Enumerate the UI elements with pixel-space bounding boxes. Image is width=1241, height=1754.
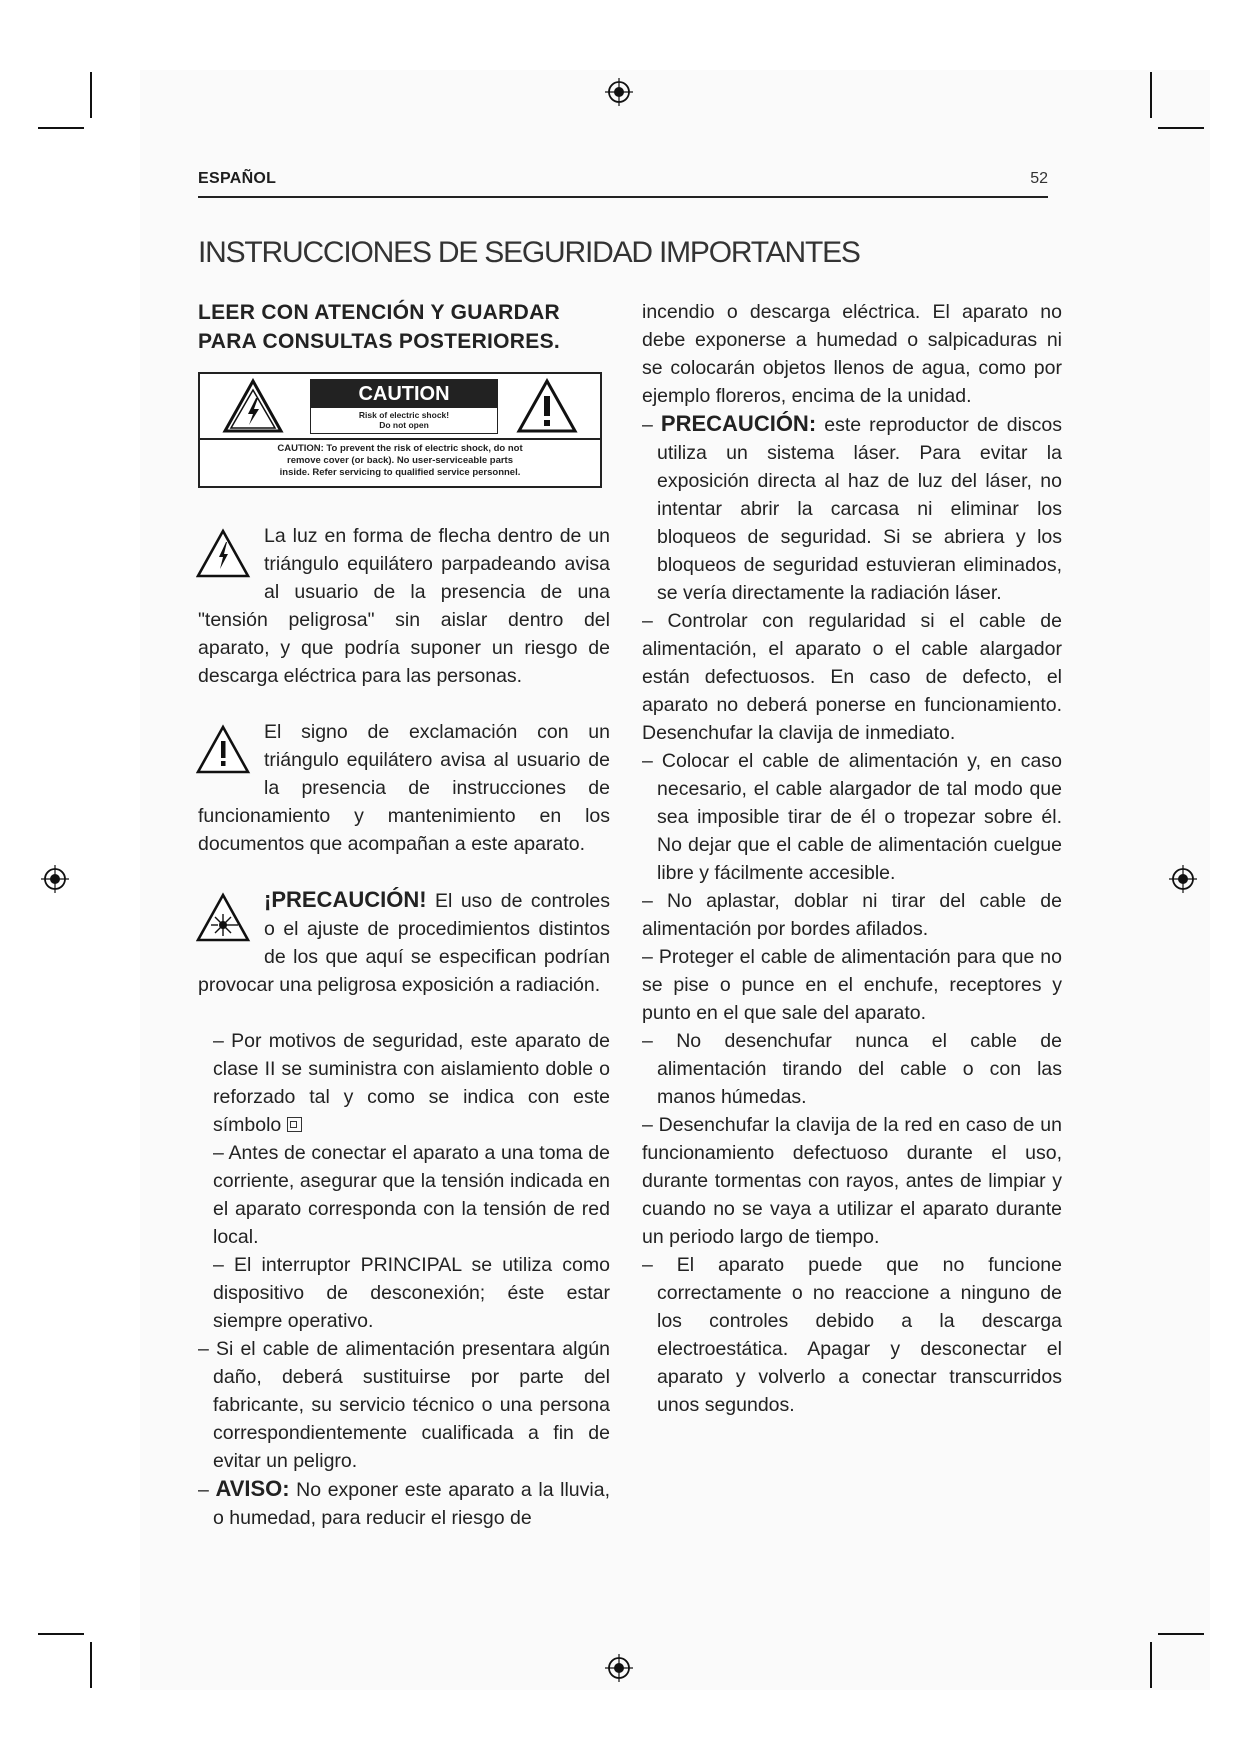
caution-bottom-line-2: remove cover (or back). No user-serviceable parts (287, 455, 513, 466)
bullet-damaged-cable (198, 1335, 610, 1475)
bullet-text: – Controlar con regularidad si el cable de alimentación, el aparato o el cable alargador están defectuosos. En caso de defecto, el aparato no deberá ponerse en funcionamiento. Desenchufar la clavija de inmediato. (642, 610, 1062, 744)
subheading-line-1: LEER CON ATENCIÓN Y GUARDAR (198, 301, 561, 324)
subheading-line-2: PARA CONSULTAS POSTERIORES. (198, 330, 561, 353)
caution-bottom-line-3: inside. Refer servicing to qualified service personnel. (279, 467, 521, 478)
bullet-esd (642, 1251, 1062, 1419)
bullet-text: – Si el cable de alimentación presentara algún daño, deberá sustituirse por parte del fabricante, su servicio técnico o una persona correspondientemente cualificada a fin de evitar un peligro. (198, 1338, 610, 1472)
left-column (198, 298, 610, 1532)
exclamation-text: El signo de exclamación con un triángulo equilátero avisa al usuario de la presencia de instrucciones de funcionamiento y mantenimiento en los documentos que acompañan a este aparato. (198, 721, 610, 855)
lightning-explanation (198, 522, 610, 690)
bullet-class-ii (198, 1027, 610, 1139)
subheading (198, 298, 610, 356)
crop-mark (1158, 127, 1204, 129)
lightning-warning-icon (222, 378, 284, 434)
caution-sub-line-2: Do not open (379, 420, 429, 430)
continuation-text: incendio o descarga eléctrica. El aparato no debe exponerse a humedad o salpicaduras ni se colocarán objetos llenos de agua, como por ejemplo floreros, encima de la unidad. (642, 301, 1062, 407)
bullet-text: – Proteger el cable de alimentación para que no se pise o punce en el enchufe, receptores y punto en el que sale del aparato. (642, 946, 1062, 1024)
laser-caution (198, 886, 610, 999)
exclamation-triangle-icon (196, 724, 258, 776)
exclamation-explanation (198, 718, 610, 858)
bullet-voltage (198, 1139, 610, 1251)
lightning-triangle-icon (196, 528, 258, 580)
bullet-dash: – (198, 1479, 216, 1501)
bullet-text: – No aplastar, doblar ni tirar del cable de alimentación por bordes afilados. (642, 890, 1062, 940)
registration-mark-icon (604, 77, 634, 107)
caution-bottom-line-1: CAUTION: To prevent the risk of electric shock, do not (277, 443, 523, 454)
laser-radiation-icon (196, 892, 258, 944)
right-continuation (642, 298, 1062, 410)
crop-mark (1158, 1633, 1204, 1635)
bullet-unplug (642, 1111, 1062, 1251)
caution-label (198, 372, 602, 488)
caution-subtitle (311, 410, 497, 430)
bullet-text: – El interruptor PRINCIPAL se utiliza como dispositivo de desconexión; éste estar siempre operativo. (213, 1254, 610, 1332)
double-insulation-icon (287, 1117, 302, 1132)
bullet-text: – Por motivos de seguridad, este aparato de clase II se suministra con aislamiento doble o reforzado tal y como se indica con este símbolo (213, 1030, 610, 1136)
registration-mark-icon (1168, 864, 1198, 894)
caution-divider (200, 438, 600, 440)
crop-mark (38, 127, 84, 129)
bullet-text: – Antes de conectar el aparato a una toma de corriente, asegurar que la tensión indicada en el aparato corresponda con la tensión de red local. (213, 1142, 610, 1248)
bullet-text: – Desenchufar la clavija de la red en caso de un funcionamiento defectuoso durante el uso, durante tormentas con rayos, antes de limpiar y cuando no se vaya a utilizar el aparato durante un periodo largo de tiempo. (642, 1114, 1062, 1248)
caution-sub-line-1: Risk of electric shock! (358, 410, 450, 420)
crop-mark (90, 72, 92, 118)
registration-mark-icon (40, 864, 70, 894)
caution-center-panel (310, 379, 498, 434)
registration-mark-icon (604, 1653, 634, 1683)
laser-caution-text: El uso de controles o el ajuste de procedimientos distintos de los que aquí se especifican podrían provocar una peligrosa exposición a radiación. (198, 890, 610, 996)
bullet-protect-cable (642, 943, 1062, 1027)
page-number: 52 (1030, 170, 1048, 187)
header-language: ESPAÑOL (198, 170, 277, 187)
bullet-check-cable (642, 607, 1062, 747)
crop-mark (1150, 72, 1152, 118)
crop-mark (38, 1633, 84, 1635)
crop-mark (1150, 1642, 1152, 1688)
bullet-no-crush (642, 887, 1062, 943)
caution-warning-text (206, 443, 594, 479)
precaution-label: PRECAUCIÓN: (660, 411, 817, 436)
laser-caution-title: ¡PRECAUCIÓN! (264, 887, 427, 912)
bullet-laser-precaution (642, 410, 1062, 607)
header-rule (198, 196, 1048, 198)
bullet-text: No exponer este aparato a la lluvia, o humedad, para reducir el riesgo de (213, 1479, 610, 1529)
lightning-text: La luz en forma de flecha dentro de un triángulo equilátero parpadeando avisa al usuario de la presencia de una "tensión peligrosa" sin aislar dentro del aparato, y que podría suponer un riesgo de descarga eléctrica para las personas. (198, 525, 610, 687)
bullet-text: – Colocar el cable de alimentación y, en caso necesario, el cable alargador de tal modo que sea imposible tirar de él o tropezar sobre él. No dejar que el cable de alimentación cuelgue libre y fácilmente accesible. (642, 750, 1062, 884)
page-title: INSTRUCCIONES DE SEGURIDAD IMPORTANTES (198, 236, 860, 269)
bullet-dash: – (642, 414, 661, 436)
right-column (642, 298, 1062, 1419)
caution-title: CAUTION (311, 380, 497, 408)
bullet-no-unplug-wet (642, 1027, 1062, 1111)
bullet-main-switch (198, 1251, 610, 1335)
bullet-text: – No desenchufar nunca el cable de alimentación tirando del cable o con las manos húmedas. (642, 1030, 1062, 1108)
aviso-label: AVISO: (215, 1476, 290, 1501)
crop-mark (90, 1642, 92, 1688)
bullet-text: – El aparato puede que no funcione correctamente o no reaccione a ninguno de los controles debido a la descarga electroestática. Apagar y desconectar el aparato y volverlo a conectar transcurridos unos segundos. (642, 1254, 1062, 1416)
bullet-text: este reproductor de discos utiliza un sistema láser. Para evitar la exposición directa al haz de luz del láser, no intentar abrir la carcasa ni eliminar los bloqueos de seguridad. Si se abriera y los bloqueos de seguridad estuvieran eliminados, se vería directamente la radiación láser. (657, 414, 1062, 604)
exclamation-warning-icon (516, 378, 578, 434)
bullet-place-cable (642, 747, 1062, 887)
bullet-aviso (198, 1475, 610, 1532)
